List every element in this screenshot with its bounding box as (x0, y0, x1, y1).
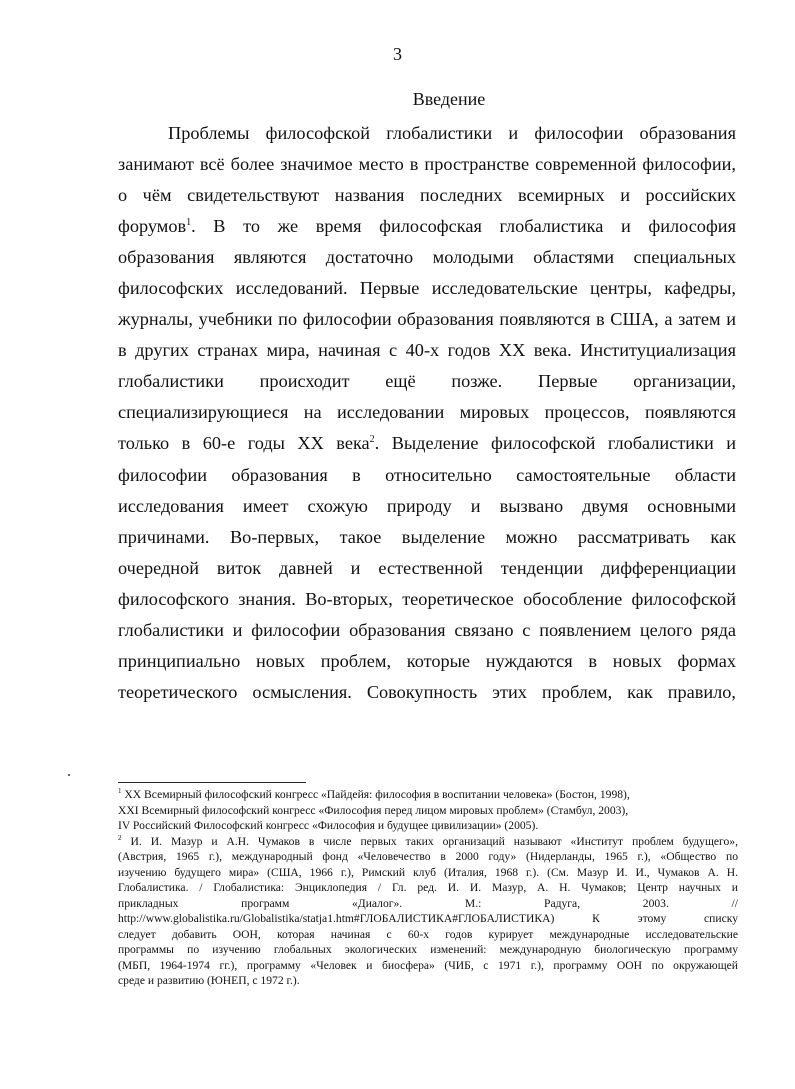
body-line: занимают всё более значимое место в пространстве современной философии, (118, 154, 736, 175)
body-line (118, 428, 736, 459)
body-text (118, 118, 736, 708)
body-line: философского знания. Во-вторых, теоретическое обособление философской (118, 588, 736, 609)
footnote-line: программы по изучению глобальных экологических изменений: международную биологическую программу (118, 943, 738, 956)
footnote-text: И. И. Мазур и А.Н. Чумаков в числе первых таких организаций называют «Институт проблем будущего», (130, 834, 738, 848)
body-line: принципиально новых проблем, которые нуждаются в новых формах (118, 650, 736, 671)
footnote-ref-1: 1 (186, 217, 192, 229)
page-title: Введение (412, 89, 486, 109)
body-line: глобалистики происходит ещё позже. Первые организации, (118, 371, 736, 392)
body-line: философии образования в относительно самостоятельные области (118, 464, 736, 485)
footnote-line: следует добавить ООН, которая начиная с 60-х годов курирует международные исследовательские (118, 927, 738, 941)
footnote-line (118, 834, 738, 850)
body-line: философских исследований. Первые исследовательские центры, кафедры, (118, 278, 736, 299)
body-line-text: форумов (118, 216, 187, 237)
body-line: исследования имеет схожую природу и вызвано двумя основными (118, 495, 736, 516)
footnote-line: (МБП, 1964-1974 гг.), программу «Человек и биосфера» (ЧИБ, с 1971 г.), программу ООН по окружающей (118, 958, 738, 972)
footnote-line: изучению будущего мира» (США, 1966 г.), Римский клуб (Италия, 1968 г.). (См. Мазур И. И., Чумаков А. Н. (118, 865, 738, 879)
scan-dot (68, 774, 70, 776)
footnote-ref-2: 2 (369, 434, 375, 446)
body-line: глобалистики и философии образования связано с появлением целого ряда (118, 619, 736, 640)
footnotes (118, 787, 738, 989)
body-line: специализирующиеся на исследовании мировых процессов, появляются (118, 402, 736, 423)
body-line-text: . Выделение философской глобалистики и (374, 433, 737, 454)
body-line: очередной виток давней и естественной тенденции дифференциации (118, 557, 736, 578)
footnote-line: прикладных программ «Диалог». М.: Радуга, 2003. // (118, 896, 738, 910)
body-line: о чём свидетельствуют названия последних всемирных и российских (118, 185, 736, 206)
footnote-divider (118, 782, 306, 783)
body-line: образования являются достаточно молодыми областями специальных (118, 247, 736, 268)
body-line: журналы, учебники по философии образования появляются в США, а затем и (118, 309, 736, 330)
footnote-mark-1: 1 (118, 787, 122, 796)
footnote-line: IV Российский Философский конгресс «Философия и будущее цивилизации» (2005). (118, 819, 539, 832)
page-number: 3 (393, 44, 402, 64)
footnote-line: (Австрия, 1965 г.), международный фонд «Человечество в 2000 году» (Нидерланды, 1965 г.), «Общество по (118, 850, 738, 863)
body-line-text: . В то же время философская глобалистика и философия (191, 216, 736, 237)
body-line: в других странах мира, начиная с 40-х годов XX века. Институциализация (118, 340, 736, 361)
footnote-text: XX Всемирный философский конгресс «Пайдейя: философия в воспитании человека» (Бостон, 1998), (124, 788, 630, 801)
body-line (118, 211, 736, 242)
footnote-link-line[interactable]: http://www.globalistika.ru/Globalistika/statja1.htm#ГЛОБАЛИСТИКА#ГЛОБАЛИСТИКА) К этому списку (118, 912, 738, 925)
footnote-mark-2: 2 (118, 833, 122, 842)
footnote-line: Глобалистика. / Глобалистика: Энциклопедия / Гл. ред. И. И. Мазур, А. Н. Чумаков; Центр научных и (118, 881, 738, 894)
footnote-line: среде и развитию (ЮНЕП, с 1972 г.). (118, 974, 300, 987)
footnote-line: XXI Всемирный философский конгресс «Философия перед лицом мировых проблем» (Стамбул, 2003), (118, 803, 629, 817)
body-line: Проблемы философской глобалистики и философии образования (168, 123, 736, 143)
body-line: причинами. Во-первых, такое выделение можно рассматривать как (118, 526, 736, 547)
footnote-line (118, 787, 738, 803)
body-line: теоретического осмысления. Совокупность этих проблем, как правило, (118, 681, 736, 702)
body-line-text: только в 60-е годы XX века (118, 433, 370, 454)
